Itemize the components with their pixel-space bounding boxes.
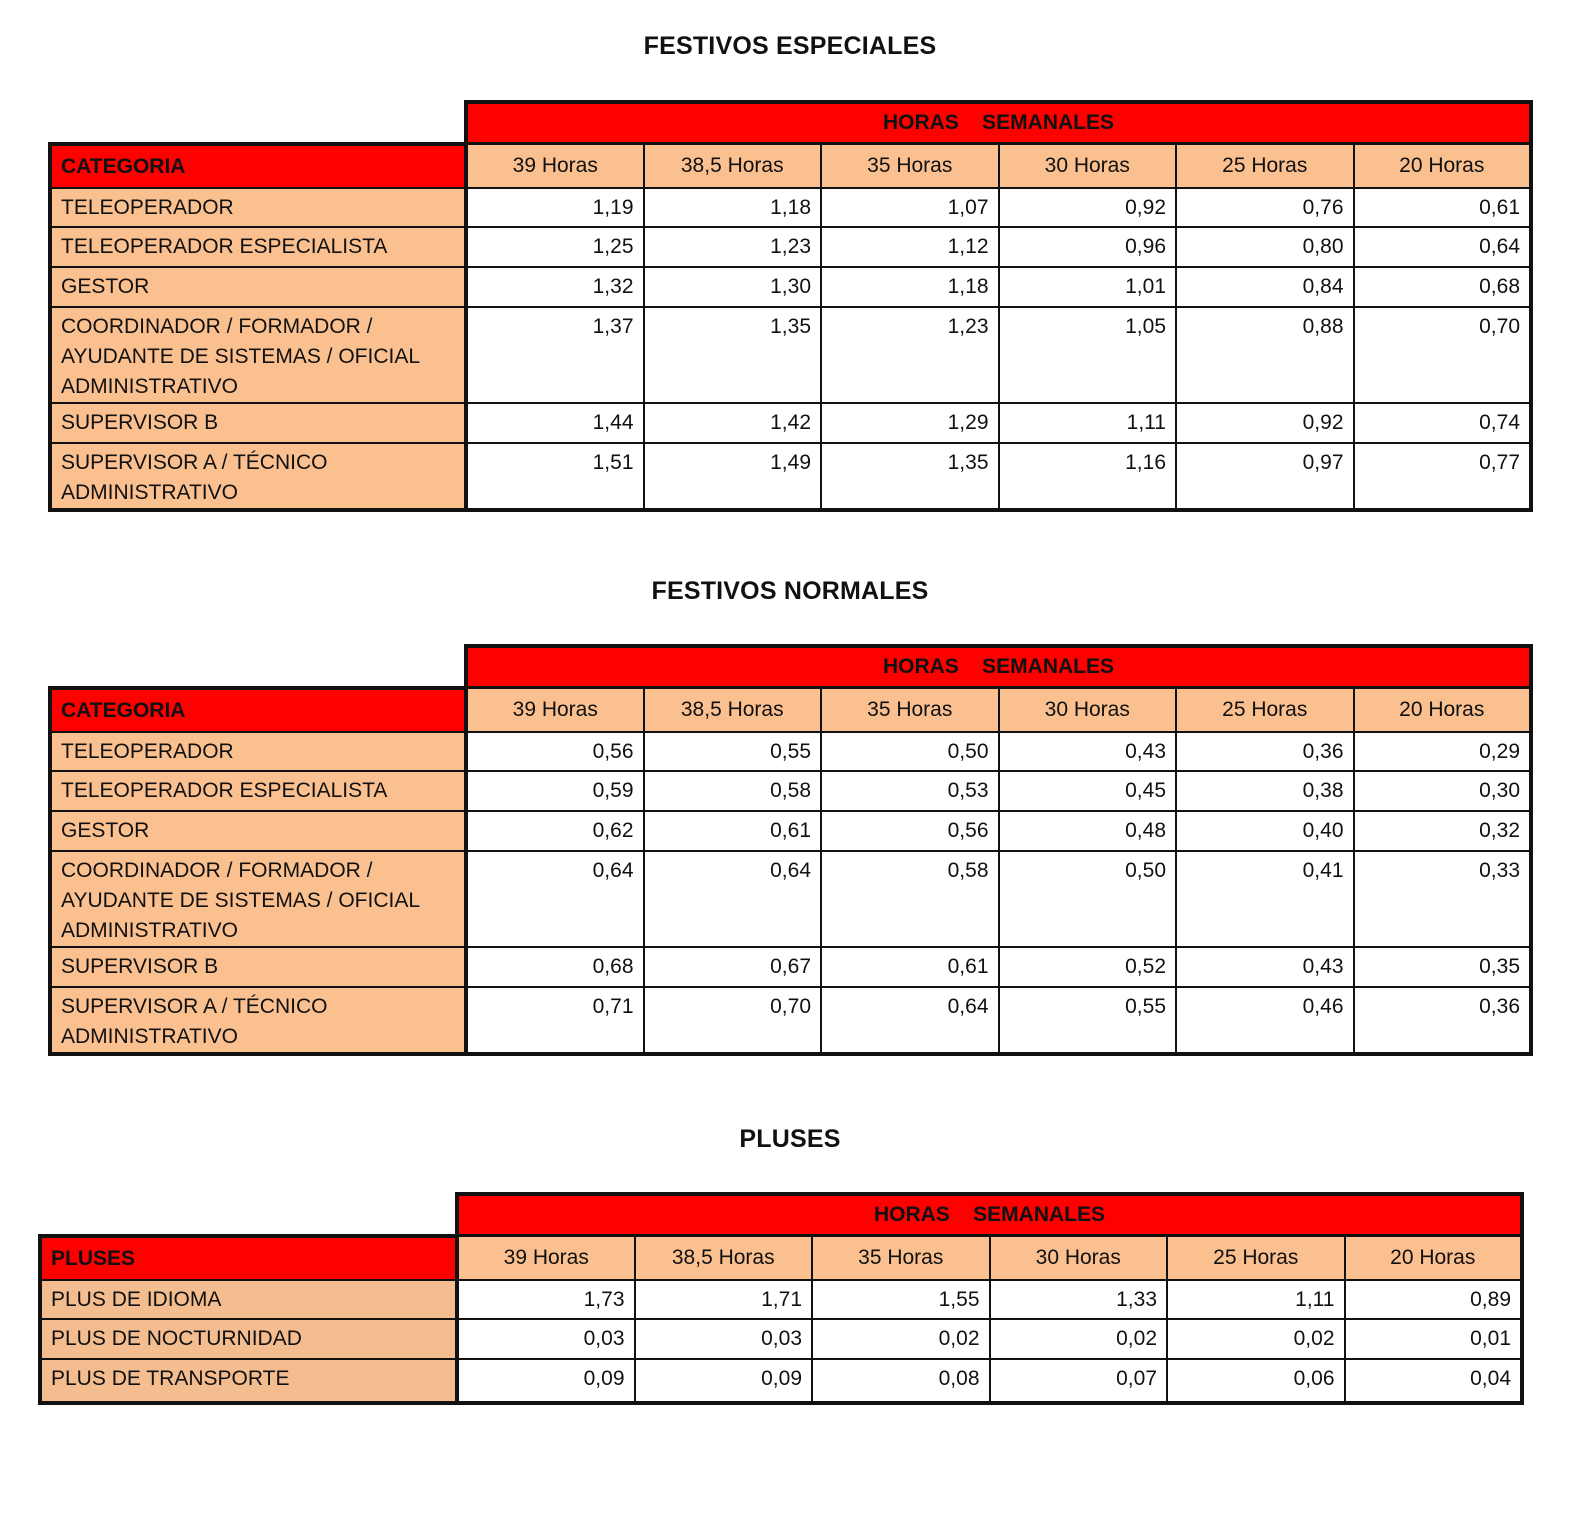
column-header: 30 Horas [999, 144, 1177, 188]
table-row [50, 811, 1531, 851]
group-header [455, 1192, 1524, 1238]
value-cell: 0,02 [1167, 1319, 1345, 1359]
table-row [50, 267, 1531, 307]
value-cell: 1,37 [466, 307, 644, 403]
table-row [40, 1359, 1522, 1403]
value-cell: 0,59 [466, 771, 644, 811]
value-cell: 0,58 [821, 851, 999, 947]
table-row [50, 987, 1531, 1054]
value-cell: 0,55 [644, 732, 822, 771]
value-cell: 1,35 [644, 307, 822, 403]
column-header: 38,5 Horas [644, 144, 822, 188]
value-cell: 0,55 [999, 987, 1177, 1054]
value-cell: 0,50 [999, 851, 1177, 947]
group-header [464, 644, 1533, 690]
value-cell: 0,48 [999, 811, 1177, 851]
value-cell: 0,41 [1176, 851, 1354, 947]
value-cell: 0,92 [999, 188, 1177, 227]
column-header: 35 Horas [812, 1236, 990, 1280]
value-cell: 1,01 [999, 267, 1177, 307]
value-cell: 0,64 [644, 851, 822, 947]
table-row [50, 403, 1531, 443]
value-cell: 0,46 [1176, 987, 1354, 1054]
category-cell: TELEOPERADOR [50, 732, 466, 771]
column-header: 25 Horas [1176, 688, 1354, 732]
table-row [40, 1280, 1522, 1319]
column-header: 20 Horas [1345, 1236, 1523, 1280]
value-cell: 1,23 [821, 307, 999, 403]
value-cell: 0,97 [1176, 443, 1354, 510]
plus-cell: PLUS DE TRANSPORTE [40, 1359, 457, 1403]
value-cell: 0,92 [1176, 403, 1354, 443]
category-cell: TELEOPERADOR ESPECIALISTA [50, 227, 466, 267]
group-header-word: HORAS [873, 1203, 950, 1226]
category-cell: TELEOPERADOR [50, 188, 466, 227]
table-row [50, 771, 1531, 811]
pluses-table [38, 1234, 1524, 1405]
category-cell: COORDINADOR / FORMADOR / AYUDANTE DE SISTEMAS / OFICIAL ADMINISTRATIVO [50, 851, 466, 947]
value-cell: 0,43 [999, 732, 1177, 771]
value-cell: 1,49 [644, 443, 822, 510]
value-cell: 1,33 [990, 1280, 1168, 1319]
value-cell: 0,38 [1176, 771, 1354, 811]
value-cell: 0,02 [812, 1319, 990, 1359]
value-cell: 1,44 [466, 403, 644, 443]
rates-table [48, 686, 1533, 1056]
value-cell: 0,62 [466, 811, 644, 851]
value-cell: 0,88 [1176, 307, 1354, 403]
value-cell: 0,36 [1176, 732, 1354, 771]
column-header: 39 Horas [466, 144, 644, 188]
value-cell: 0,64 [466, 851, 644, 947]
value-cell: 0,70 [644, 987, 822, 1054]
value-cell: 0,09 [635, 1359, 813, 1403]
value-cell: 1,42 [644, 403, 822, 443]
category-cell: SUPERVISOR B [50, 947, 466, 987]
column-header: 25 Horas [1167, 1236, 1345, 1280]
table-row [50, 188, 1531, 227]
value-cell: 0,29 [1354, 732, 1532, 771]
value-cell: 0,77 [1354, 443, 1532, 510]
section-title: PLUSES [739, 1125, 841, 1153]
value-cell: 0,52 [999, 947, 1177, 987]
value-cell: 0,58 [644, 771, 822, 811]
column-header: 39 Horas [466, 688, 644, 732]
value-cell: 0,61 [1354, 188, 1532, 227]
value-cell: 0,02 [990, 1319, 1168, 1359]
value-cell: 0,06 [1167, 1359, 1345, 1403]
value-cell: 1,51 [466, 443, 644, 510]
value-cell: 0,07 [990, 1359, 1168, 1403]
column-header: 35 Horas [821, 144, 999, 188]
value-cell: 1,07 [821, 188, 999, 227]
category-cell: SUPERVISOR B [50, 403, 466, 443]
value-cell: 1,16 [999, 443, 1177, 510]
value-cell: 0,45 [999, 771, 1177, 811]
value-cell: 0,32 [1354, 811, 1532, 851]
category-cell: SUPERVISOR A / TÉCNICO ADMINISTRATIVO [50, 443, 466, 510]
group-header-word: SEMANALES [982, 655, 1115, 678]
value-cell: 1,25 [466, 227, 644, 267]
value-cell: 0,89 [1345, 1280, 1523, 1319]
value-cell: 0,68 [466, 947, 644, 987]
value-cell: 0,04 [1345, 1359, 1523, 1403]
value-cell: 0,71 [466, 987, 644, 1054]
value-cell: 0,03 [457, 1319, 635, 1359]
value-cell: 0,33 [1354, 851, 1532, 947]
category-cell: GESTOR [50, 811, 466, 851]
value-cell: 1,11 [999, 403, 1177, 443]
value-cell: 0,35 [1354, 947, 1532, 987]
value-cell: 0,68 [1354, 267, 1532, 307]
category-cell: SUPERVISOR A / TÉCNICO ADMINISTRATIVO [50, 987, 466, 1054]
value-cell: 1,19 [466, 188, 644, 227]
value-cell: 0,64 [821, 987, 999, 1054]
value-cell: 0,40 [1176, 811, 1354, 851]
group-header-word: SEMANALES [982, 111, 1115, 134]
row-header: CATEGORIA [50, 688, 466, 732]
column-header: 38,5 Horas [635, 1236, 813, 1280]
category-cell: GESTOR [50, 267, 466, 307]
value-cell: 0,30 [1354, 771, 1532, 811]
value-cell: 0,61 [821, 947, 999, 987]
value-cell: 0,64 [1354, 227, 1532, 267]
group-header-word: HORAS [882, 111, 959, 134]
value-cell: 0,70 [1354, 307, 1532, 403]
table-row [50, 851, 1531, 947]
group-header-word: HORAS [882, 655, 959, 678]
value-cell: 0,36 [1354, 987, 1532, 1054]
column-header: 35 Horas [821, 688, 999, 732]
table-row [50, 227, 1531, 267]
group-header [464, 100, 1533, 146]
column-header: 20 Horas [1354, 144, 1532, 188]
table-row [50, 443, 1531, 510]
column-header: 30 Horas [990, 1236, 1168, 1280]
value-cell: 0,53 [821, 771, 999, 811]
value-cell: 0,80 [1176, 227, 1354, 267]
value-cell: 0,43 [1176, 947, 1354, 987]
value-cell: 0,76 [1176, 188, 1354, 227]
value-cell: 1,18 [821, 267, 999, 307]
value-cell: 0,03 [635, 1319, 813, 1359]
category-cell: TELEOPERADOR ESPECIALISTA [50, 771, 466, 811]
value-cell: 1,11 [1167, 1280, 1345, 1319]
value-cell: 1,29 [821, 403, 999, 443]
column-header: 38,5 Horas [644, 688, 822, 732]
plus-cell: PLUS DE IDIOMA [40, 1280, 457, 1319]
row-header: PLUSES [40, 1236, 457, 1280]
section-title: FESTIVOS NORMALES [651, 577, 929, 605]
value-cell: 0,01 [1345, 1319, 1523, 1359]
group-header-word: SEMANALES [973, 1203, 1106, 1226]
column-header: 39 Horas [457, 1236, 635, 1280]
table-row [50, 307, 1531, 403]
value-cell: 1,18 [644, 188, 822, 227]
value-cell: 0,84 [1176, 267, 1354, 307]
value-cell: 0,08 [812, 1359, 990, 1403]
value-cell: 0,96 [999, 227, 1177, 267]
value-cell: 0,09 [457, 1359, 635, 1403]
value-cell: 0,61 [644, 811, 822, 851]
value-cell: 1,55 [812, 1280, 990, 1319]
value-cell: 0,50 [821, 732, 999, 771]
table-row [50, 947, 1531, 987]
value-cell: 1,12 [821, 227, 999, 267]
value-cell: 0,56 [821, 811, 999, 851]
value-cell: 1,32 [466, 267, 644, 307]
value-cell: 1,35 [821, 443, 999, 510]
section-title: FESTIVOS ESPECIALES [643, 32, 937, 60]
column-header: 25 Horas [1176, 144, 1354, 188]
category-cell: COORDINADOR / FORMADOR / AYUDANTE DE SISTEMAS / OFICIAL ADMINISTRATIVO [50, 307, 466, 403]
value-cell: 1,71 [635, 1280, 813, 1319]
value-cell: 1,30 [644, 267, 822, 307]
value-cell: 0,56 [466, 732, 644, 771]
rates-table [48, 142, 1533, 512]
value-cell: 1,05 [999, 307, 1177, 403]
value-cell: 0,67 [644, 947, 822, 987]
column-header: 30 Horas [999, 688, 1177, 732]
value-cell: 1,23 [644, 227, 822, 267]
column-header: 20 Horas [1354, 688, 1532, 732]
value-cell: 0,74 [1354, 403, 1532, 443]
table-row [50, 732, 1531, 771]
plus-cell: PLUS DE NOCTURNIDAD [40, 1319, 457, 1359]
table-row [40, 1319, 1522, 1359]
value-cell: 1,73 [457, 1280, 635, 1319]
row-header: CATEGORIA [50, 144, 466, 188]
